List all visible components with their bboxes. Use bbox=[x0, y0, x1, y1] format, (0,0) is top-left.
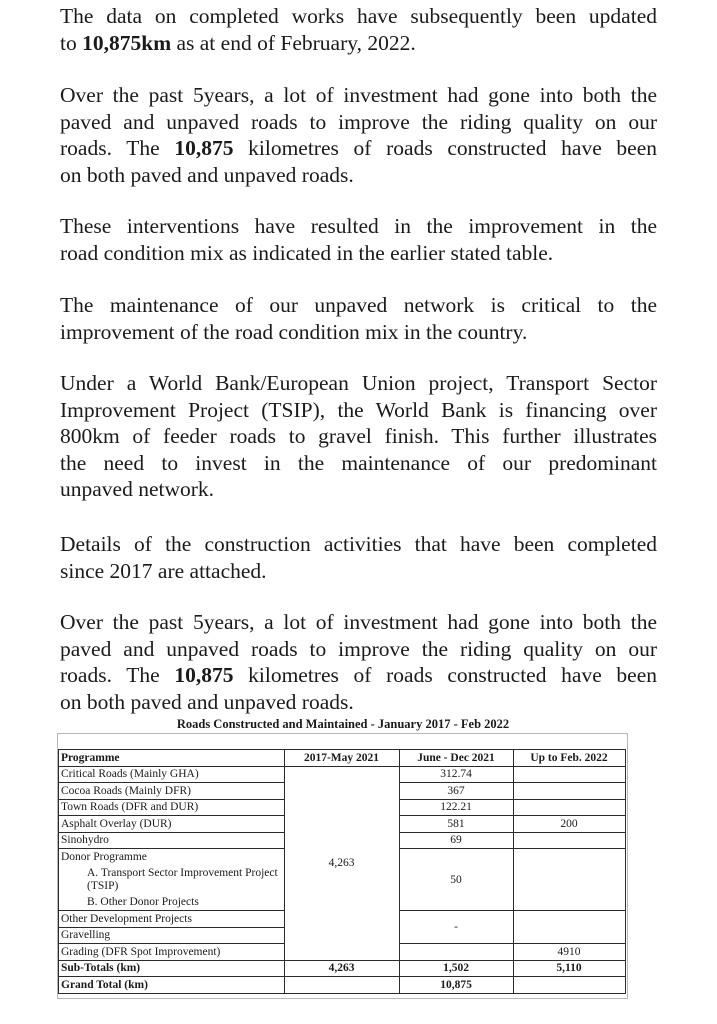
cell-value bbox=[514, 911, 626, 944]
paragraph-line: road condition mix as indicated in the earlier stated table. bbox=[60, 240, 554, 265]
table-row-grand-total bbox=[59, 977, 626, 994]
table-row bbox=[59, 766, 626, 783]
paragraph-line: 800km of feeder roads to gravel finish. This further illustrates bbox=[60, 424, 657, 448]
cell-value: 1,502 bbox=[400, 960, 514, 977]
table-row-subtotals bbox=[59, 960, 626, 977]
cell-value bbox=[400, 944, 514, 961]
cell-value: 4910 bbox=[514, 944, 626, 961]
row-label: Sinohydro bbox=[59, 832, 285, 849]
paragraph-line: paved and unpaved roads to improve the riding quality on our bbox=[60, 109, 657, 134]
paragraph-line: to 10,875km as at end of February, 2022. bbox=[60, 30, 416, 55]
paragraph-line: Improvement Project (TSIP), the World Bank is financing over bbox=[60, 397, 657, 422]
cell-value: 122.21 bbox=[400, 799, 514, 816]
row-label: B. Other Donor Projects bbox=[59, 895, 285, 911]
paragraph-line: unpaved network. bbox=[60, 477, 215, 501]
row-label: Sub-Totals (km) bbox=[59, 960, 285, 977]
paragraph-maintenance bbox=[60, 292, 657, 345]
paragraph-interventions bbox=[60, 213, 657, 266]
paragraph-line: roads. The 10,875 kilometres of roads constructed have been bbox=[60, 663, 657, 687]
paragraph-line: since 2017 are attached. bbox=[60, 558, 267, 583]
cell-value: 69 bbox=[400, 832, 514, 849]
row-label: Gravelling bbox=[59, 927, 285, 944]
bold-figure: 10,875 bbox=[174, 663, 234, 687]
row-label: A. Transport Sector Improvement Project (TSIP) bbox=[59, 865, 285, 895]
cell-value bbox=[514, 849, 626, 911]
paragraph-line: Details of the construction activities that have been completed bbox=[60, 532, 657, 556]
paragraph-investment bbox=[60, 82, 657, 188]
paragraph-line: on both paved and unpaved roads. bbox=[60, 162, 354, 187]
cell-value bbox=[514, 783, 626, 800]
row-label: Grading (DFR Spot Improvement) bbox=[59, 944, 285, 961]
table-title: Roads Constructed and Maintained - January 2017 - Feb 2022 bbox=[176, 717, 510, 731]
cell-value: 4,263 bbox=[285, 960, 400, 977]
paragraph-line: roads. The 10,875 kilometres of roads constructed have been bbox=[60, 136, 657, 160]
paragraph-line: The data on completed works have subsequently been updated bbox=[60, 4, 657, 28]
cell-value bbox=[285, 977, 400, 994]
row-label: Asphalt Overlay (DUR) bbox=[59, 816, 285, 833]
cell-value bbox=[514, 977, 626, 994]
cell-value: 5,110 bbox=[514, 960, 626, 977]
table-header-row bbox=[59, 750, 626, 767]
paragraph-tsip bbox=[60, 370, 657, 503]
bold-figure: 10,875km bbox=[82, 30, 172, 55]
row-label: Donor Programme bbox=[59, 849, 285, 865]
cell-value bbox=[514, 832, 626, 849]
cell-value: 50 bbox=[400, 849, 514, 911]
paragraph-details bbox=[60, 531, 657, 584]
row-label: Critical Roads (Mainly GHA) bbox=[59, 766, 285, 783]
paragraph-line: Over the past 5years, a lot of investment had gone into both the bbox=[60, 83, 657, 107]
paragraph-line: on both paved and unpaved roads. bbox=[60, 689, 354, 714]
paragraph-line: The maintenance of our unpaved network is critical to the bbox=[60, 293, 657, 317]
header-programme: Programme bbox=[59, 750, 285, 767]
row-label: Town Roads (DFR and DUR) bbox=[59, 799, 285, 816]
cell-value bbox=[514, 766, 626, 783]
cell-value: 200 bbox=[514, 816, 626, 833]
row-label: Cocoa Roads (Mainly DFR) bbox=[59, 783, 285, 800]
cell-value: 312.74 bbox=[400, 766, 514, 783]
header-june-dec-2021: June - Dec 2021 bbox=[400, 750, 514, 767]
cell-value: 10,875 bbox=[400, 977, 514, 994]
header-2017-may-2021: 2017-May 2021 bbox=[285, 750, 400, 767]
paragraph-line: Under a World Bank/European Union project, Transport Sector bbox=[60, 371, 657, 395]
paragraph-line: These interventions have resulted in the improvement in the bbox=[60, 214, 657, 238]
paragraph-line: improvement of the road condition mix in the country. bbox=[60, 319, 528, 344]
roads-table bbox=[58, 749, 626, 994]
bold-figure: 10,875 bbox=[174, 136, 234, 160]
paragraph-updated-data bbox=[60, 3, 657, 56]
header-up-to-feb-2022: Up to Feb. 2022 bbox=[514, 750, 626, 767]
cell-value: 581 bbox=[400, 816, 514, 833]
paragraph-investment-repeat bbox=[60, 609, 657, 715]
merged-2017-may-2021-value: 4,263 bbox=[285, 766, 400, 960]
paragraph-line: Over the past 5years, a lot of investment had gone into both the bbox=[60, 610, 657, 634]
cell-value: - bbox=[400, 911, 514, 944]
paragraph-line: paved and unpaved roads to improve the riding quality on our bbox=[60, 636, 657, 661]
cell-value: 367 bbox=[400, 783, 514, 800]
row-label: Grand Total (km) bbox=[59, 977, 285, 994]
row-label: Other Development Projects bbox=[59, 911, 285, 928]
paragraph-line: the need to invest in the maintenance of our predominant bbox=[60, 450, 657, 475]
cell-value bbox=[514, 799, 626, 816]
